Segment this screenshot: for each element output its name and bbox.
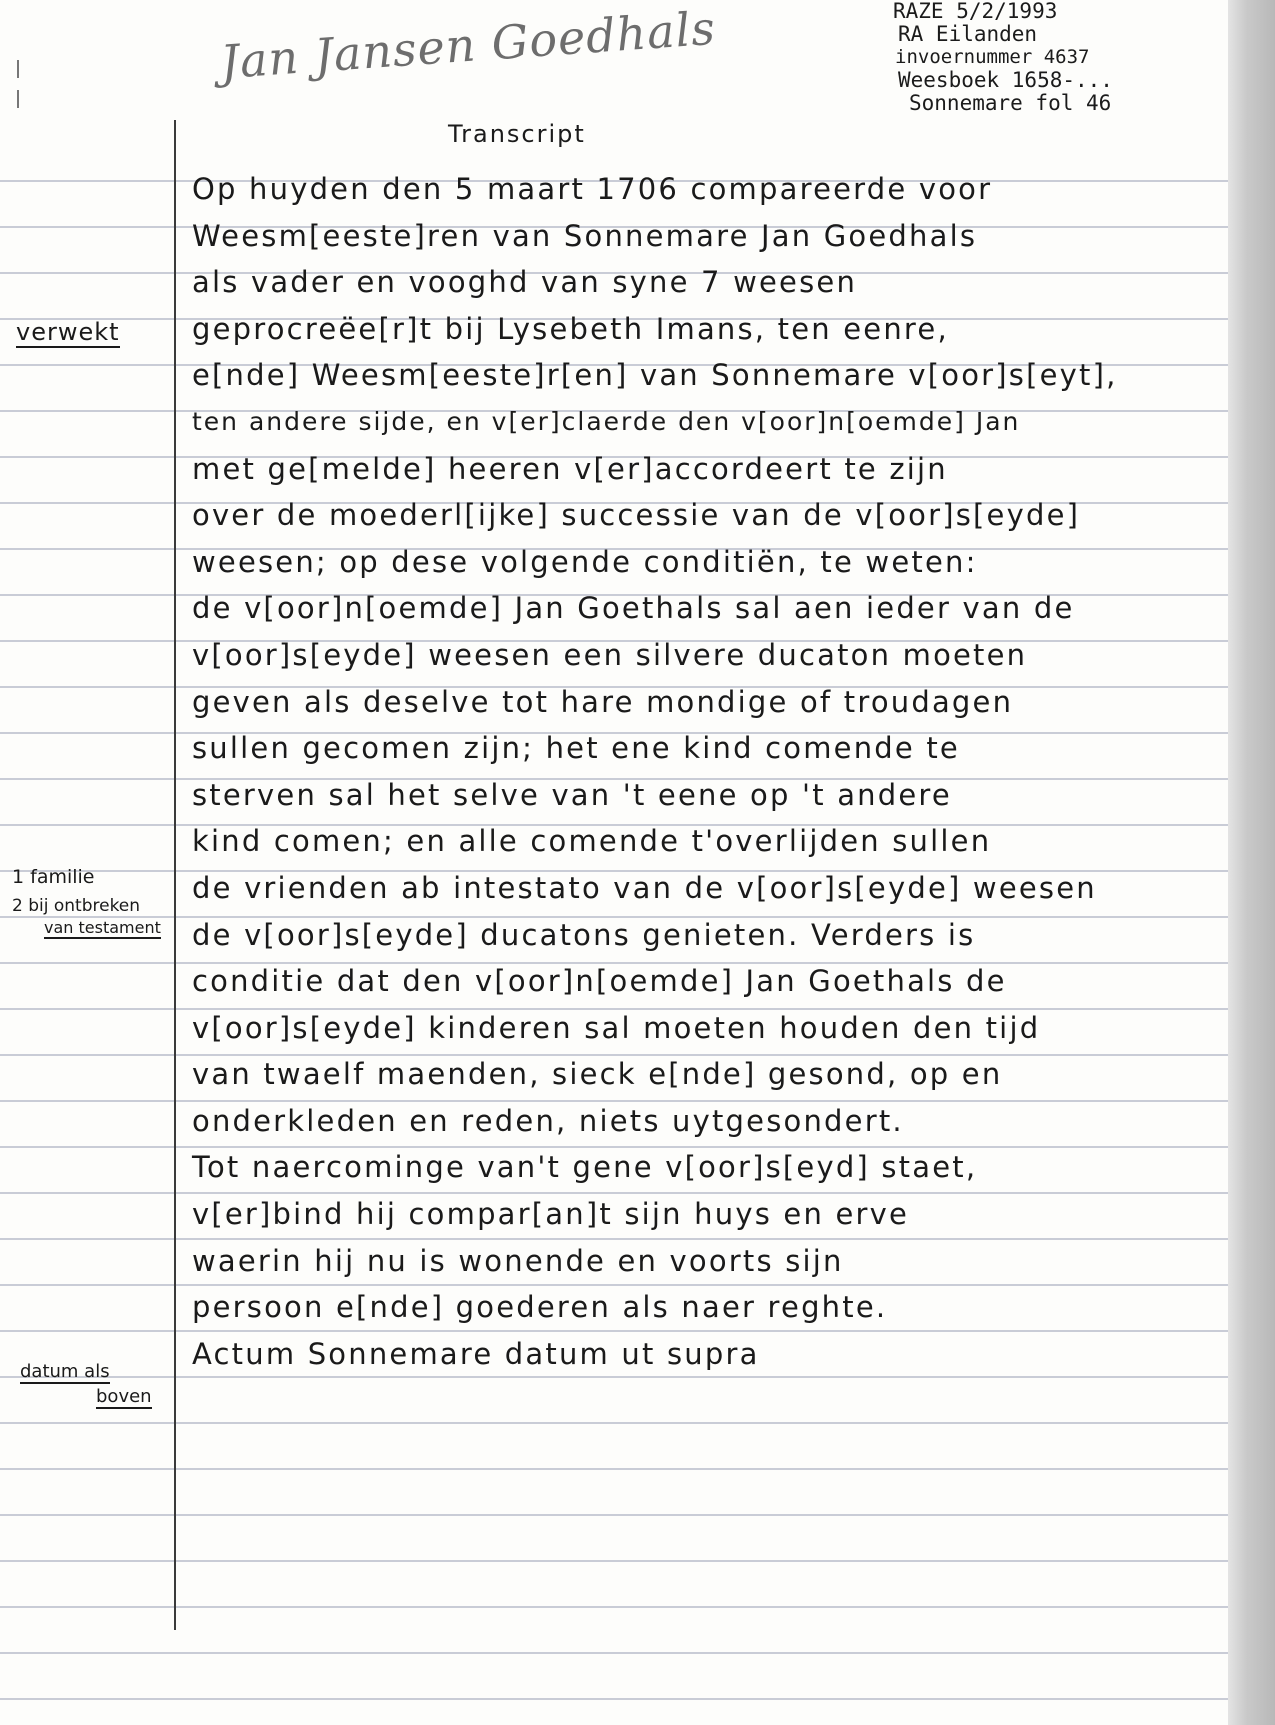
transcript-line: kind comen; en alle comende t'overlijden sullen <box>192 824 992 859</box>
transcript-line: e[nde] Weesm[eeste]r[en] van Sonnemare v[oor]s[eyt], <box>192 358 1118 393</box>
pencil-mark <box>17 60 19 140</box>
archive-reference <box>893 0 1223 115</box>
archive-ref-line: Sonnemare fol 46 <box>909 91 1112 115</box>
transcript-line: waerin hij nu is wonende en voorts sijn <box>192 1243 844 1278</box>
transcript-line: weesen; op dese volgende conditiën, te weten: <box>192 544 978 579</box>
transcript-line: met ge[melde] heeren v[er]accordeert te zijn <box>192 451 948 486</box>
transcript-line: Tot naercominge van't gene v[oor]s[eyd] staet, <box>192 1150 978 1185</box>
margin-note-verwekt: verwekt <box>16 318 120 346</box>
transcript-line: conditie dat den v[oor]n[oemde] Jan Goethals de <box>192 964 1007 999</box>
transcript-body <box>192 166 1222 1377</box>
signature: Jan Jansen Goedhals <box>218 0 718 90</box>
transcript-line: Actum Sonnemare datum ut supra <box>192 1336 760 1371</box>
transcript-line: v[oor]s[eyde] kinderen sal moeten houden den tijd <box>192 1010 1041 1045</box>
transcript-line: onderkleden en reden, niets uytgesondert. <box>192 1103 904 1138</box>
margin-note-boven: boven <box>96 1386 152 1407</box>
margin-note-datum-als: datum als <box>20 1361 110 1382</box>
transcript-line: Weesm[eeste]ren van Sonnemare Jan Goedhals <box>192 218 978 253</box>
archive-ref-line: RA Eilanden <box>898 22 1038 46</box>
margin-rule <box>174 120 176 1630</box>
transcript-line: persoon e[nde] goederen als naer reghte. <box>192 1290 888 1325</box>
transcript-line: v[er]bind hij compar[an]t sijn huys en erve <box>192 1197 910 1232</box>
transcript-line: sterven sal het selve van 't eene op 't andere <box>192 777 952 812</box>
transcript-line: sullen gecomen zijn; het ene kind comende te <box>192 731 960 766</box>
transcript-line: geven als deselve tot hare mondige of troudagen <box>192 684 1014 719</box>
transcript-line: als vader en vooghd van syne 7 weesen <box>192 265 858 300</box>
archive-ref-line: Weesboek 1658-... <box>898 68 1113 92</box>
margin-note-bij-ontbreken: 2 bij ontbreken <box>12 896 141 916</box>
transcript-line: van twaelf maenden, sieck e[nde] gesond, op en <box>192 1057 1003 1092</box>
transcript-line: v[oor]s[eyde] weesen een silvere ducaton moeten <box>192 637 1028 672</box>
transcript-line: ten andere sijde, en v[er]claerde den v[oor]n[oemde] Jan <box>192 406 1021 436</box>
margin-note-familie: 1 familie <box>12 866 95 888</box>
transcript-line: Op huyden den 5 maart 1706 compareerde voor <box>192 172 993 206</box>
transcript-line: de v[oor]s[eyde] ducatons genieten. Verders is <box>192 917 976 952</box>
scan-edge-shadow <box>1228 0 1275 1725</box>
transcript-line: de v[oor]n[oemde] Jan Goethals sal aen ieder van de <box>192 591 1075 626</box>
archive-ref-line: invoernummer 4637 <box>895 46 1090 68</box>
transcript-line: de vrienden ab intestato van de v[oor]s[eyde] weesen <box>192 870 1097 905</box>
page-title: Transcript <box>448 120 586 148</box>
margin-note-van-testament: van testament <box>44 918 161 937</box>
archive-ref-line: RAZE 5/2/1993 <box>893 0 1058 23</box>
transcript-line: over de moederl[ijke] successie van de v[oor]s[eyde] <box>192 498 1081 533</box>
transcript-line: geprocreëe[r]t bij Lysebeth Imans, ten eenre, <box>192 311 949 346</box>
